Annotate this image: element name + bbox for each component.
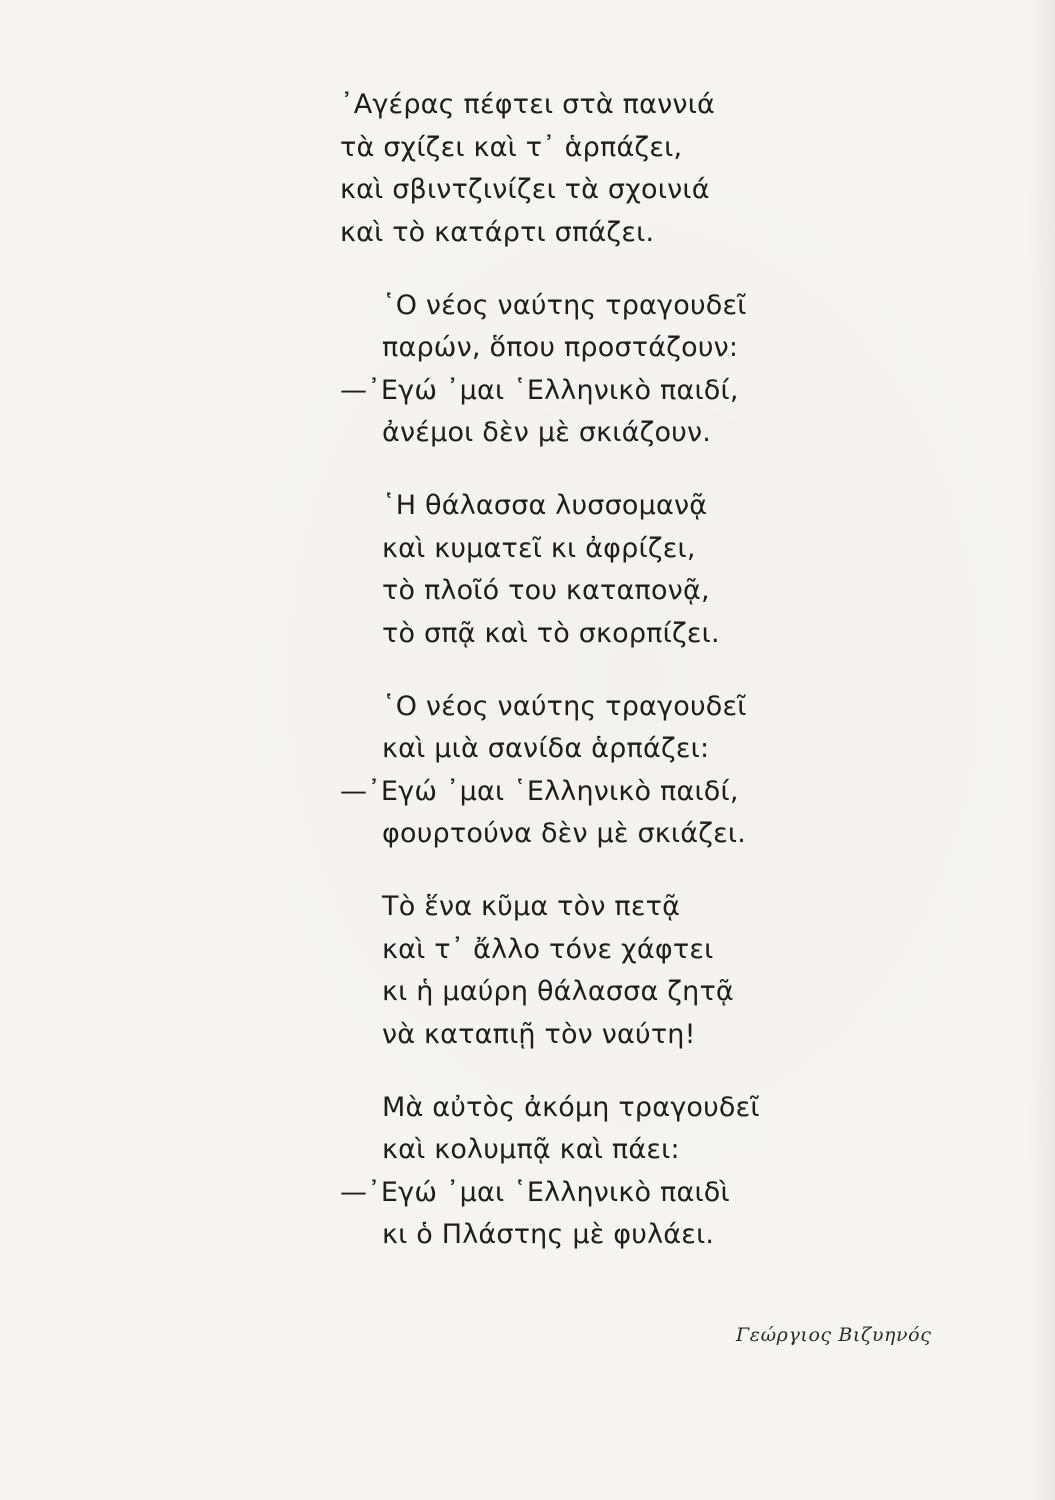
poem-line: Τὸ ἕνα κῦμα τὸν πετᾷ bbox=[382, 891, 681, 922]
poem-line: ἀνέμοι δὲν μὲ σκιάζουν. bbox=[382, 417, 712, 448]
stanza bbox=[340, 686, 960, 856]
poem-line: —᾿Εγώ ᾿μαι ῾Ελληνικὸ παιδί, bbox=[340, 374, 739, 406]
poem-line: ᾿Αγέρας πέφτει στὰ παννιά bbox=[340, 89, 716, 120]
poem-line: τὸ πλοῖό του καταπονᾷ, bbox=[382, 575, 710, 606]
poem-line: καὶ κυματεῖ κι ἀφρίζει, bbox=[382, 532, 696, 564]
poem-line: παρών, ὅπου προστάζουν: bbox=[382, 332, 739, 363]
poem-line: καὶ σβιντζινίζει τὰ σχοινιά bbox=[340, 174, 710, 205]
stanza bbox=[340, 485, 960, 655]
poem-line: Μὰ αὐτὸς ἀκόμη τραγουδεῖ bbox=[382, 1091, 760, 1123]
stanza bbox=[340, 84, 960, 254]
poem-line: —᾿Εγώ ᾿μαι ῾Ελληνικὸ παιδί, bbox=[340, 775, 739, 807]
poem-line: καὶ κολυμπᾷ καὶ πάει: bbox=[382, 1134, 680, 1165]
stanza bbox=[340, 886, 960, 1056]
stanza bbox=[340, 1087, 960, 1257]
poem-line: καὶ τὸ κατάρτι σπάζει. bbox=[340, 216, 655, 248]
poem-line: κι ἡ μαύρη θάλασσα ζητᾷ bbox=[382, 976, 734, 1007]
page-edge-shadow bbox=[1027, 0, 1055, 1500]
poem-line: ῾Ο νέος ναύτης τραγουδεῖ bbox=[382, 690, 747, 722]
poem-line: κι ὁ Πλάστης μὲ φυλάει. bbox=[382, 1219, 715, 1250]
poem-line: τὸ σπᾷ καὶ τὸ σκορπίζει. bbox=[382, 617, 720, 649]
poem-line: καὶ μιὰ σανίδα ἁρπάζει: bbox=[382, 733, 710, 764]
stanza bbox=[340, 285, 960, 455]
poem-line: καὶ τ᾿ ἄλλο τόνε χάφτει bbox=[382, 933, 714, 965]
poem-line: ῾Ο νέος ναύτης τραγουδεῖ bbox=[382, 289, 747, 321]
poem-line: ῾Η θάλασσα λυσσομανᾷ bbox=[382, 490, 708, 521]
poem-line: νὰ καταπιῇ τὸν ναύτη! bbox=[382, 1018, 696, 1050]
author-signature: Γεώργιος Βιζυηνός bbox=[736, 1324, 932, 1346]
poem-line: —᾿Εγώ ᾿μαι ῾Ελληνικὸ παιδὶ bbox=[340, 1176, 730, 1208]
poem-line: τὰ σχίζει καὶ τ᾿ ἁρπάζει, bbox=[340, 131, 683, 163]
poem bbox=[340, 84, 960, 1287]
poem-line: φουρτούνα δὲν μὲ σκιάζει. bbox=[382, 818, 747, 849]
